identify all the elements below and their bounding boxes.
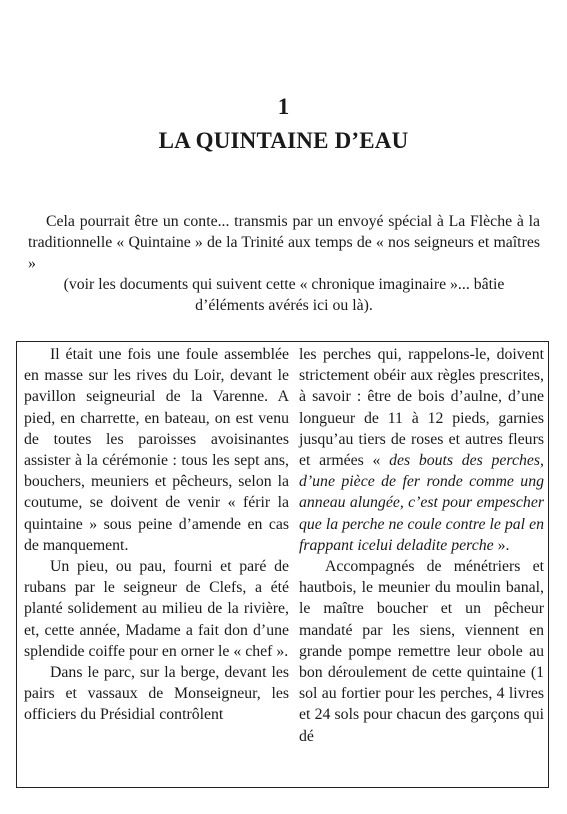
left-paragraph-1: Il était une fois une foule assemblée en masse sur les rives du Loir, devant le pavillon seigneurial de la Varenne. A pied, en charrette, en bateau, on est venu de toutes les paroisses avoisinantes assister à la cérémonie : tous les sept ans, bouchers, meuniers et pêcheurs, selon la coutume, se doivent de venir « férir la quintaine » sous peine d’amende en cas de manquement.: [24, 346, 289, 554]
quotation-italic: des bouts des perches, d’une pièce de fer ronde comme ung anneau alungée, c’est pour empescher que la perche ne coule contre le pal en frappant icelui deladite perche: [299, 452, 544, 554]
left-paragraph-2: Un pieu, ou pau, fourni et paré de rubans par le seigneur de Clefs, a été planté solidement au milieu de la rivière, et, cette année, Madame a fait don d’une splendide coiffe pour en orner le « chef ».: [24, 558, 289, 660]
chapter-number: 1: [277, 94, 290, 119]
right-paragraph-1: [299, 344, 544, 556]
right-paragraph-2: Accompagnés de ménétriers et hautbois, le meunier du moulin banal, le maître boucher et un pêcheur mandaté par les siens, viennent en grande pompe remettre leur obole au bon déroulement de cette quintaine (1 sol au fortier pour les perches, 4 livres et 24 sols pour chacun des garçons qui dé: [299, 558, 544, 745]
intro-text: [28, 211, 540, 316]
right-paragraph-1-text: les perches qui, rappelons-le, doivent strictement obéir aux règles prescrites, à savoir : être de bois d’aulne, d’une longueur de 11 à 12 pieds, garnies jusqu’au tiers de roses et autres fleurs et armées «: [299, 346, 544, 470]
right-column: [299, 344, 544, 747]
left-column: [24, 344, 289, 726]
boxed-narrative: [16, 341, 549, 788]
quotation-end: ».: [493, 536, 510, 554]
intro-note: (voir les documents qui suivent cette « chronique imaginaire »... bâtie d’éléments avérés ici ou là).: [63, 276, 505, 314]
chapter-title: LA QUINTAINE D’EAU: [158, 128, 409, 153]
left-paragraph-3: Dans le parc, sur la berge, devant les pairs et vassaux de Monseigneur, les officiers du Présidial contrôlent: [24, 664, 289, 724]
intro-paragraph: Cela pourrait être un conte... transmis par un envoyé spécial à La Flèche à la traditionnelle « Quintaine » de la Trinité aux temps de « nos seigneurs et maîtres »: [28, 213, 540, 272]
